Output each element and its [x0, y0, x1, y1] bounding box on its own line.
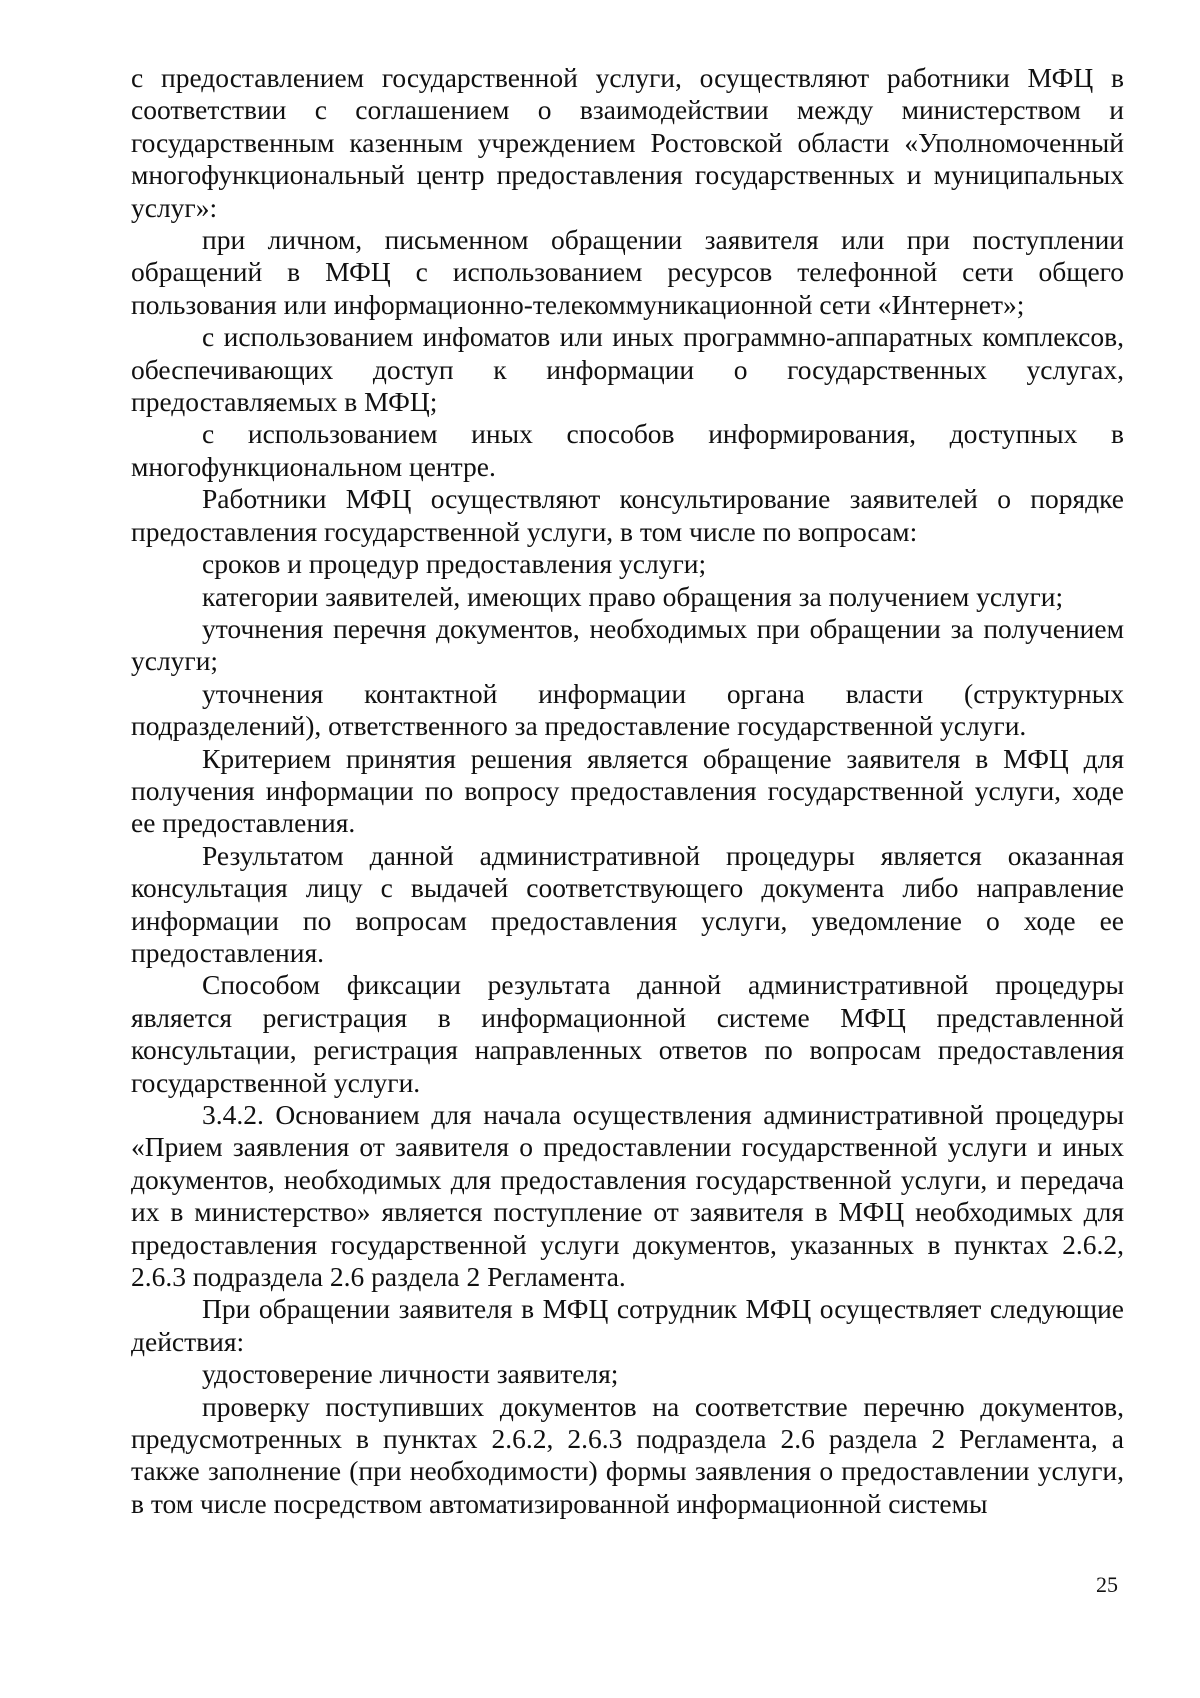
paragraph: сроков и процедур предоставления услуги;	[202, 548, 707, 580]
paragraph: Результатом данной административной процедуры является оказанная консультация лицу с выдачей соответствующего документа либо направление информации по вопросам предоставления услуги, уведомление о ходе ее предоставления.	[131, 839, 1124, 968]
paragraph: категории заявителей, имеющих право обращения за получением услуги;	[202, 580, 1064, 612]
paragraph: Способом фиксации результата данной административной процедуры является регистрация в информационной системе МФЦ представленной консультации, регистрация направленных ответов по вопросам предоставления государственной услуги.	[131, 969, 1124, 1098]
paragraph: с предоставлением государственной услуги, осуществляют работники МФЦ в соответствии с соглашением о взаимодействии между министерством и государственным казенным учреждением Ростовской области «Уполномоченный многофункциональный центр предоставления государственных и муниципальных услуг»:	[131, 62, 1124, 223]
paragraph: с использованием инфоматов или иных программно-аппаратных комплексов, обеспечивающих доступ к информации о государственных услугах, предоставляемых в МФЦ;	[131, 321, 1124, 418]
paragraph: уточнения перечня документов, необходимых при обращении за получением услуги;	[131, 612, 1124, 677]
paragraph: При обращении заявителя в МФЦ сотрудник МФЦ осуществляет следующие действия:	[131, 1293, 1124, 1357]
document-body	[131, 62, 1124, 1520]
paragraph: проверку поступивших документов на соответствие перечню документов, предусмотренных в пунктах 2.6.2, 2.6.3 подраздела 2.6 раздела 2 Регламента, а также заполнение (при необходимости) формы заявления о предоставлении услуги, в том числе посредством автоматизированной информационной системы	[131, 1390, 1124, 1519]
paragraph: с использованием иных способов информирования, доступных в многофункциональном центре.	[131, 418, 1124, 482]
page-number: 25	[1096, 1572, 1118, 1597]
paragraph: 3.4.2. Основанием для начала осуществления административной процедуры «Прием заявления от заявителя о предоставлении государственной услуги и иных документов, необходимых для предоставления государственной услуги, и передача их в министерство» является поступление от заявителя в МФЦ необходимых для предоставления государственной услуги документов, указанных в пунктах 2.6.2, 2.6.3 подраздела 2.6 раздела 2 Регламента.	[131, 1099, 1124, 1293]
paragraph: при личном, письменном обращении заявителя или при поступлении обращений в МФЦ с использованием ресурсов телефонной сети общего пользования или информационно-телекоммуникационной сети «Интернет»;	[131, 224, 1124, 320]
paragraph: уточнения контактной информации органа власти (структурных подразделений), ответственного за предоставление государственной услуги.	[131, 677, 1124, 742]
paragraph: Критерием принятия решения является обращение заявителя в МФЦ для получения информации по вопросу предоставления государственной услуги, ходе ее предоставления.	[131, 742, 1124, 839]
paragraph: удостоверение личности заявителя;	[202, 1358, 619, 1390]
paragraph: Работники МФЦ осуществляют консультирование заявителей о порядке предоставления государственной услуги, в том числе по вопросам:	[131, 483, 1124, 547]
